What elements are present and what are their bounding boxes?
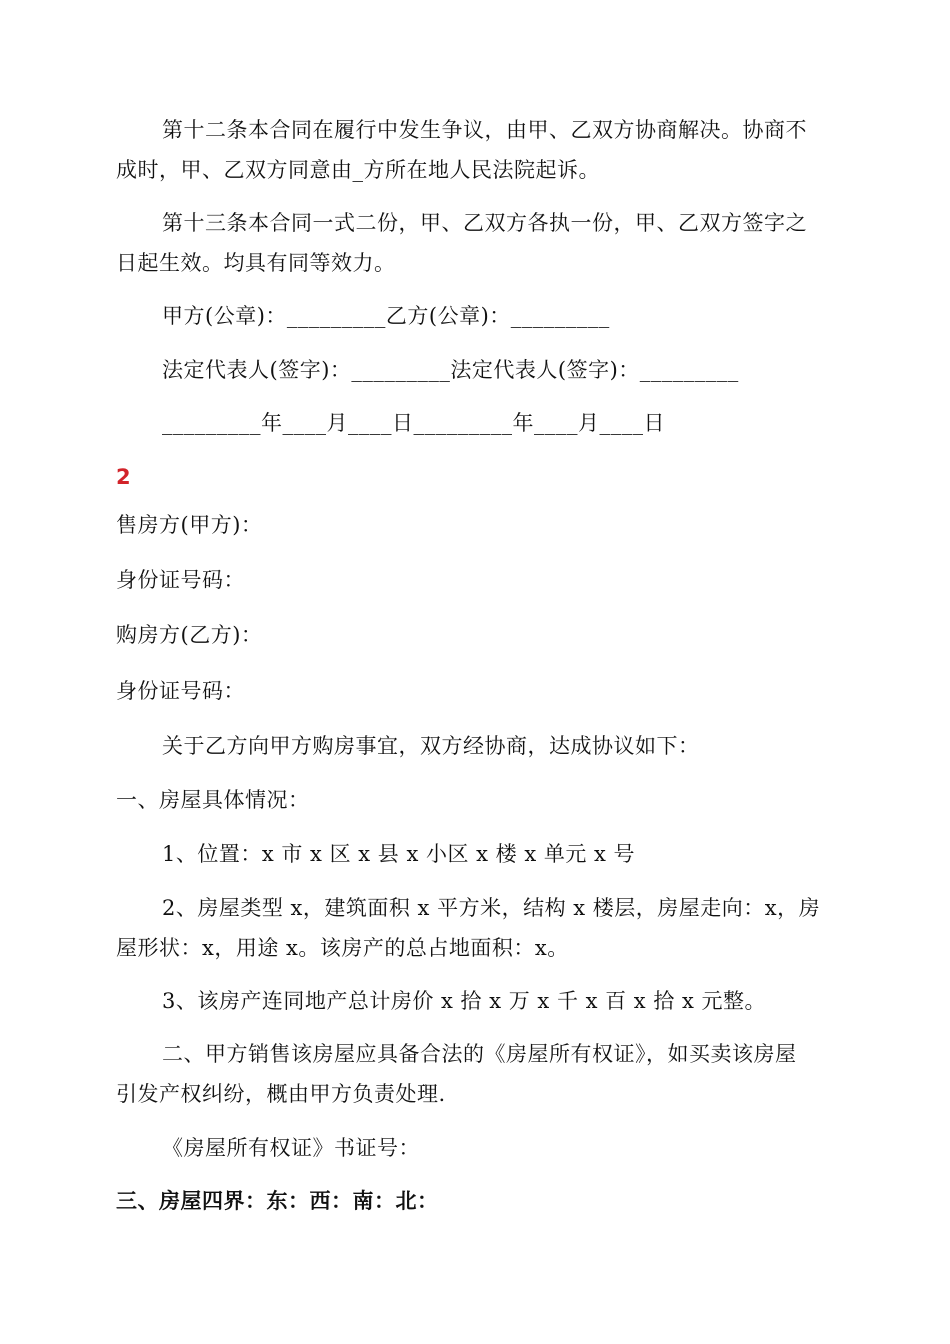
- article-13-line-1: 第十三条本合同一式二份，甲、乙双方各执一份，甲、乙双方签字之: [162, 211, 807, 235]
- item-2-line-1: 2、房屋类型 x，建筑面积 x 平方米，结构 x 楼层，房屋走向：x，房: [162, 896, 821, 920]
- seller-label: 售房方(甲方)：: [116, 513, 263, 537]
- section-number: 2: [116, 465, 131, 489]
- date-line: _________年____月____日_________年____月____日: [162, 411, 665, 435]
- item-2-line-2: 屋形状：x，用途 x。该房产的总占地面积：x。: [116, 936, 569, 960]
- clause-2-line-1: 二、甲方销售该房屋应具备合法的《房屋所有权证》，如买卖该房屋: [162, 1042, 797, 1066]
- intro-paragraph: 关于乙方向甲方购房事宜，双方经协商，达成协议如下：: [162, 734, 700, 758]
- article-13-line-2: 日起生效。均具有同等效力。: [116, 251, 396, 275]
- article-12-line-1: 第十二条本合同在履行中发生争议，由甲、乙双方协商解决。协商不: [162, 118, 807, 142]
- article-12-line-2: 成时，甲、乙双方同意由_方所在地人民法院起诉。: [116, 158, 600, 182]
- certificate-number-label: 《房屋所有权证》书证号：: [162, 1136, 420, 1160]
- representative-line: 法定代表人(签字)：_________法定代表人(签字)：_________: [162, 358, 739, 382]
- buyer-label: 购房方(乙方)：: [116, 623, 263, 647]
- buyer-id-label: 身份证号码：: [116, 679, 245, 703]
- seal-line: 甲方(公章)：_________乙方(公章)：_________: [162, 304, 610, 328]
- item-3: 3、该房产连同地产总计房价 x 拾 x 万 x 千 x 百 x 拾 x 元整。: [162, 989, 767, 1013]
- clause-1-title: 一、房屋具体情况：: [116, 788, 310, 812]
- clause-2-line-2: 引发产权纠纷，概由甲方负责处理.: [116, 1082, 446, 1106]
- seller-id-label: 身份证号码：: [116, 568, 245, 592]
- clause-3-boundaries: 三、房屋四界：东：西：南：北：: [116, 1188, 439, 1213]
- item-1: 1、位置：x 市 x 区 x 县 x 小区 x 楼 x 单元 x 号: [162, 842, 636, 866]
